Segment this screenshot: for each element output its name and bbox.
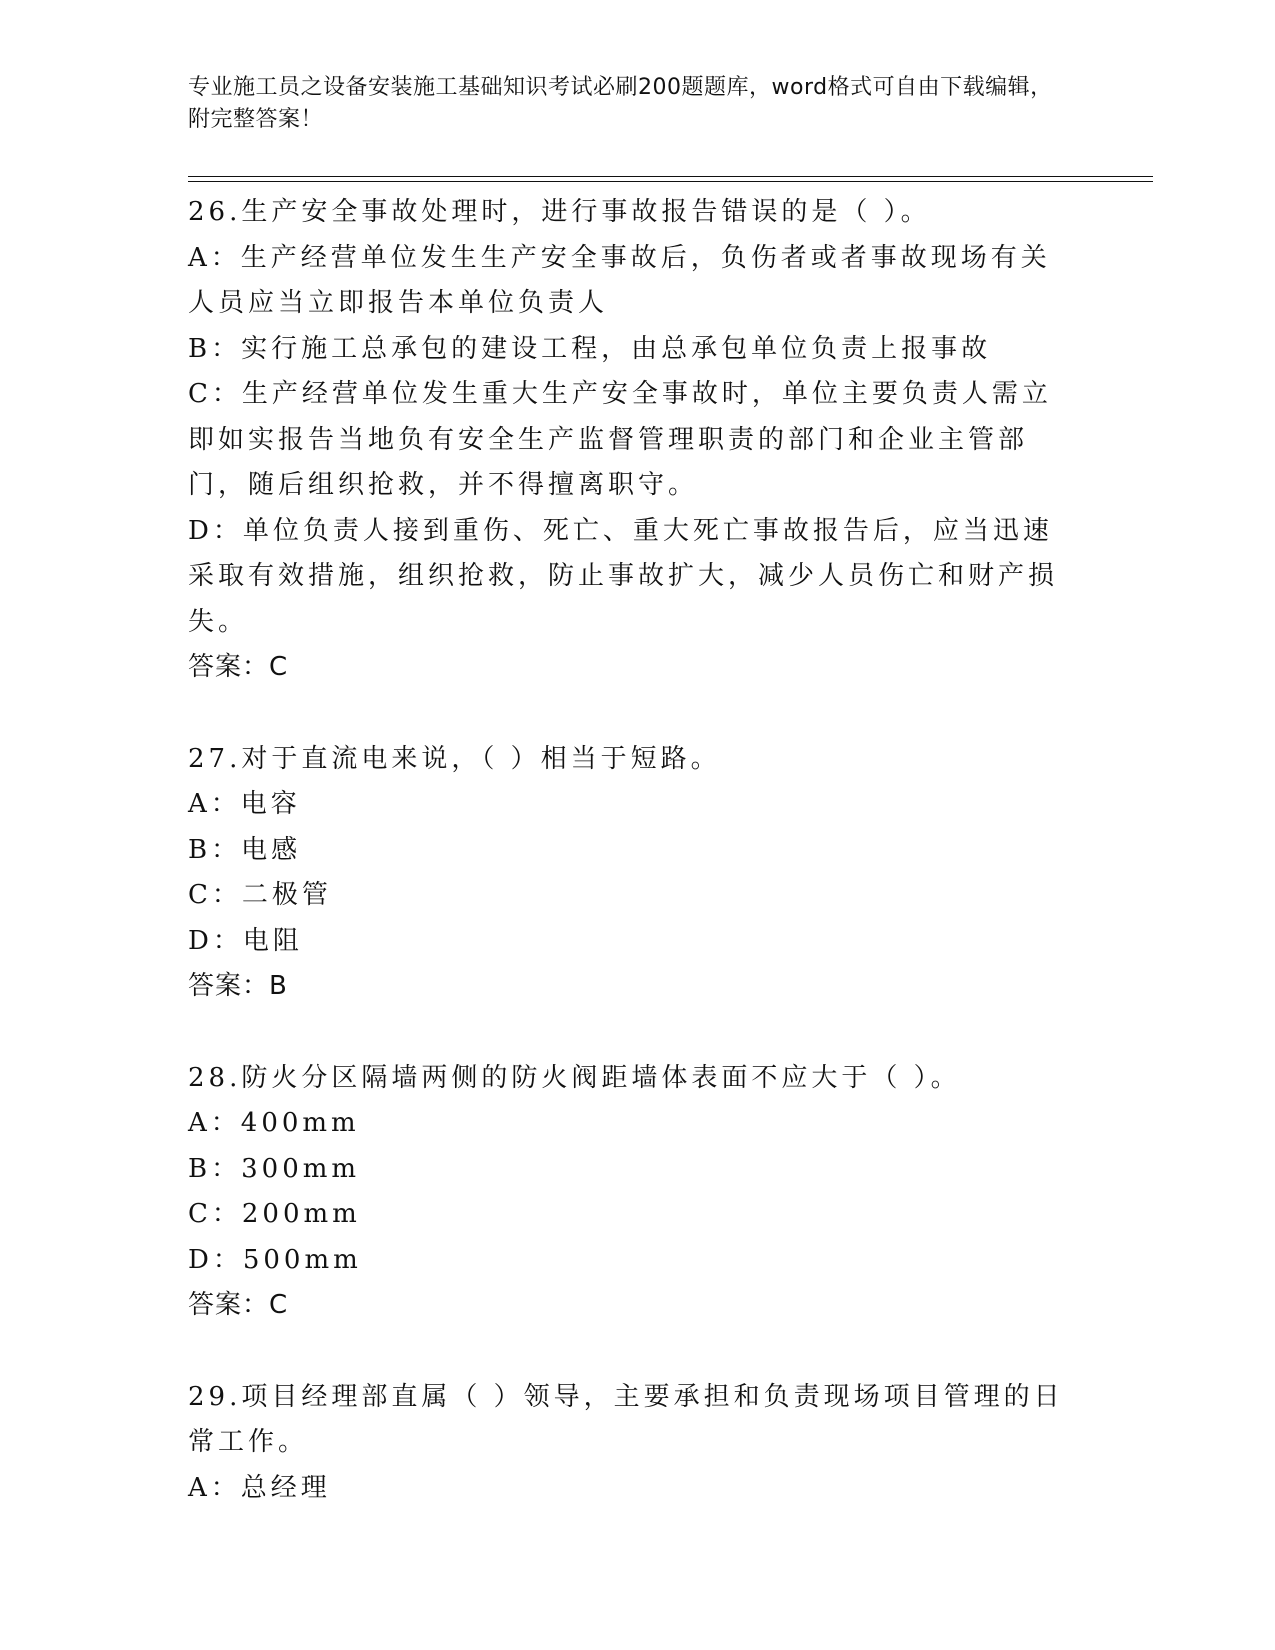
answer: 答案：C [188, 652, 289, 682]
answer: 答案：C [188, 1290, 289, 1320]
question-list [188, 190, 1068, 1557]
option-c: C：200mm [188, 1199, 361, 1229]
document-header: 专业施工员之设备安装施工基础知识考试必刷200题题库，word格式可自由下载编辑，附完整答案！ [188, 75, 1053, 132]
option-d: D：单位负责人接到重伤、死亡、重大死亡事故报告后，应当迅速采取有效措施，组织抢救，防止事故扩大，减少人员伤亡和财产损失。 [188, 515, 1059, 637]
option-a: A：电容 [188, 789, 301, 819]
option-a: A：400mm [188, 1108, 360, 1138]
question-stem: 29.项目经理部直属（ ）领导，主要承担和负责现场项目管理的日常工作。 [188, 1381, 1064, 1457]
option-d: D：电阻 [188, 925, 303, 956]
question-stem: 26.生产安全事故处理时，进行事故报告错误的是（ ）。 [188, 197, 931, 227]
question-26 [188, 190, 1068, 691]
question-29 [188, 1375, 1068, 1512]
option-a: A：生产经营单位发生生产安全事故后，负伤者或者事故现场有关人员应当立即报告本单位负责人 [188, 242, 1051, 318]
question-stem: 28.防火分区隔墙两侧的防火阀距墙体表面不应大于（ ）。 [188, 1062, 961, 1093]
option-c: C：生产经营单位发生重大生产安全事故时，单位主要负责人需立即如实报告当地负有安全生产监督管理职责的部门和企业主管部门，随后组织抢救，并不得擅离职守。 [188, 379, 1052, 500]
option-b: B：300mm [188, 1153, 361, 1184]
question-27 [188, 737, 1068, 1010]
question-28 [188, 1056, 1068, 1329]
question-stem: 27.对于直流电来说，（ ）相当于短路。 [188, 743, 721, 774]
header-rule-top [188, 176, 1153, 177]
header-rule-bottom [188, 181, 1153, 182]
option-b: B：电感 [188, 834, 302, 865]
option-b: B：实行施工总承包的建设工程，由总承包单位负责上报事故 [188, 333, 992, 364]
option-a: A：总经理 [188, 1472, 331, 1503]
option-d: D：500mm [188, 1244, 362, 1275]
answer: 答案：B [188, 971, 288, 1001]
option-c: C：二极管 [188, 880, 332, 910]
